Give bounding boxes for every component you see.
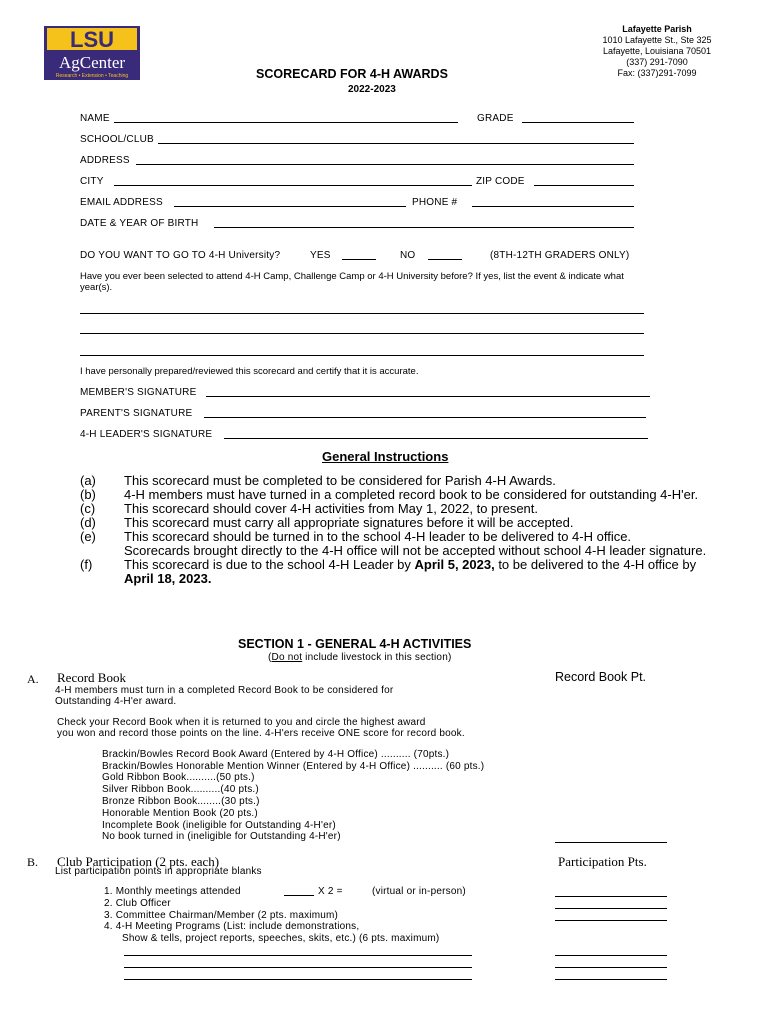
instruction-item: (b) 4-H members must have turned in a completed record book to be considered for outstanding 4-H'er. bbox=[80, 487, 699, 502]
address-field[interactable] bbox=[136, 164, 634, 165]
times-two-label: X 2 = bbox=[318, 886, 343, 897]
section-a-title: Record Book bbox=[57, 670, 126, 685]
certify-statement: I have personally prepared/reviewed this scorecard and certify that it is accurate. bbox=[80, 366, 419, 377]
committee-points-field[interactable] bbox=[555, 920, 667, 921]
programs-line-3[interactable] bbox=[124, 979, 472, 980]
dob-label: DATE & YEAR OF BIRTH bbox=[80, 218, 199, 229]
section-a-points-label: Record Book Pt. bbox=[555, 670, 647, 684]
section-b-title: Club Participation (2 pts. each) bbox=[57, 854, 220, 869]
officer-points-field[interactable] bbox=[555, 908, 667, 909]
no-label: NO bbox=[400, 250, 416, 261]
section1-title: SECTION 1 - GENERAL 4-H ACTIVITIES bbox=[238, 637, 472, 651]
zip-field[interactable] bbox=[534, 185, 634, 186]
section-b-points-label: Participation Pts. bbox=[558, 854, 647, 869]
camp-line-2[interactable] bbox=[80, 333, 644, 334]
virtual-note: (virtual or in-person) bbox=[372, 886, 466, 897]
award-option[interactable]: Brackin/Bowles Record Book Award (Entered by 4-H Office) .......... (70pts.) bbox=[102, 749, 450, 760]
office-address bbox=[572, 24, 742, 79]
email-label: EMAIL ADDRESS bbox=[80, 197, 163, 208]
participation-item-cont: Show & tells, project reports, speeches, skits, etc.) (6 pts. maximum) bbox=[122, 933, 440, 944]
dob-field[interactable] bbox=[214, 227, 634, 228]
logo-tag-text: Research • Extension • Teaching bbox=[55, 73, 129, 79]
university-question: DO YOU WANT TO GO TO 4-H University? bbox=[80, 250, 281, 261]
member-signature-label: MEMBER'S SIGNATURE bbox=[80, 387, 197, 398]
award-option[interactable]: No book turned in (ineligible for Outstanding 4-H'er) bbox=[102, 831, 341, 842]
instruction-item: (c) This scorecard should cover 4-H activities from May 1, 2022, to present. bbox=[80, 501, 539, 516]
leader-signature-label: 4-H LEADER'S SIGNATURE bbox=[80, 429, 213, 440]
office-name: Lafayette Parish bbox=[622, 24, 692, 34]
no-field[interactable] bbox=[428, 259, 462, 260]
camp-line-1[interactable] bbox=[80, 313, 644, 314]
phone-field[interactable] bbox=[472, 206, 634, 207]
camp-line-3[interactable] bbox=[80, 355, 644, 356]
programs-points-field-2[interactable] bbox=[555, 967, 667, 968]
logo-main-text: AgCenter bbox=[58, 53, 126, 72]
address-line-2: Lafayette, Louisiana 70501 bbox=[602, 46, 712, 56]
instruction-item: (e) This scorecard should be turned in to the school 4-H leader to be delivered to 4-H office. bbox=[80, 529, 632, 544]
award-option[interactable]: Honorable Mention Book (20 pts.) bbox=[102, 808, 258, 819]
school-label: SCHOOL/CLUB bbox=[80, 134, 154, 145]
award-option[interactable]: Gold Ribbon Book..........(50 pts.) bbox=[102, 772, 255, 783]
award-option[interactable]: Incomplete Book (ineligible for Outstanding 4-H'er) bbox=[102, 820, 336, 831]
instruction-item: Scorecards brought directly to the 4-H office will not be accepted without school 4-H leader signature. bbox=[124, 543, 707, 558]
programs-line-2[interactable] bbox=[124, 967, 472, 968]
section-a-desc-3: Check your Record Book when it is returned to you and circle the highest award bbox=[57, 717, 426, 728]
name-field[interactable] bbox=[114, 122, 458, 123]
instructions-list bbox=[80, 474, 720, 586]
zip-label: ZIP CODE bbox=[476, 176, 525, 187]
email-field[interactable] bbox=[174, 206, 406, 207]
participation-item: 1. Monthly meetings attended bbox=[104, 886, 241, 897]
parent-signature-label: PARENT'S SIGNATURE bbox=[80, 408, 193, 419]
programs-points-field-3[interactable] bbox=[555, 979, 667, 980]
meetings-count-field[interactable] bbox=[284, 895, 314, 896]
city-label: CITY bbox=[80, 176, 104, 187]
grade-field[interactable] bbox=[522, 122, 634, 123]
camp-question-cont: year(s). bbox=[80, 282, 113, 293]
parent-signature-field[interactable] bbox=[204, 417, 646, 418]
page-title: SCORECARD FOR 4-H AWARDS bbox=[256, 67, 448, 81]
instruction-item-f: (f) This scorecard is due to the school 4-H Leader by April 5, 2023, to be delivered to the 4-H office by April 18, 2023. bbox=[80, 557, 697, 586]
phone-label: PHONE # bbox=[412, 197, 458, 208]
section1-subtitle: (Do not include livestock in this section) bbox=[268, 652, 452, 663]
grades-only-note: (8TH-12TH GRADERS ONLY) bbox=[490, 250, 630, 261]
address-label: ADDRESS bbox=[80, 155, 130, 166]
page-year: 2022-2023 bbox=[348, 84, 396, 95]
office-phone: (337) 291-7090 bbox=[626, 57, 688, 67]
instruction-item: (d) This scorecard must carry all appropriate signatures before it will be accepted. bbox=[80, 515, 574, 530]
instructions-heading: General Instructions bbox=[322, 449, 449, 464]
instruction-item: (a) This scorecard must be completed to be considered for Parish 4-H Awards. bbox=[80, 473, 556, 488]
section-b-desc: List participation points in appropriate blanks bbox=[55, 866, 262, 877]
section-b-key: B. bbox=[27, 855, 39, 869]
camp-question: Have you ever been selected to attend 4-H Camp, Challenge Camp or 4-H University before? If yes, list the event & indicate what bbox=[80, 271, 624, 282]
participation-item: 4. 4-H Meeting Programs (List: include demonstrations, bbox=[104, 921, 360, 932]
award-option[interactable]: Silver Ribbon Book..........(40 pts.) bbox=[102, 784, 259, 795]
participation-item: 3. Committee Chairman/Member (2 pts. maximum) bbox=[104, 910, 339, 921]
grade-label: GRADE bbox=[477, 113, 514, 124]
section-a-desc-1: 4-H members must turn in a completed Record Book to be considered for bbox=[55, 685, 394, 696]
participation-item: 2. Club Officer bbox=[104, 898, 171, 909]
member-signature-field[interactable] bbox=[206, 396, 650, 397]
programs-points-field-1[interactable] bbox=[555, 955, 667, 956]
section-a-desc-2: Outstanding 4-H'er award. bbox=[55, 696, 177, 707]
meetings-points-field[interactable] bbox=[555, 896, 667, 897]
logo-top-text: LSU bbox=[70, 27, 114, 52]
school-field[interactable] bbox=[158, 143, 634, 144]
address-line-1: 1010 Lafayette St., Ste 325 bbox=[602, 35, 712, 45]
record-book-points-field[interactable] bbox=[555, 842, 667, 843]
section-a-desc-4: you won and record those points on the line. 4-H'ers receive ONE score for record book. bbox=[57, 728, 465, 739]
city-field[interactable] bbox=[114, 185, 472, 186]
office-fax: Fax: (337)291-7099 bbox=[617, 68, 697, 78]
award-option[interactable]: Bronze Ribbon Book........(30 pts.) bbox=[102, 796, 260, 807]
yes-label: YES bbox=[310, 250, 331, 261]
lsu-agcenter-logo bbox=[44, 26, 140, 80]
name-label: NAME bbox=[80, 113, 110, 124]
programs-line-1[interactable] bbox=[124, 955, 472, 956]
section-a-key: A. bbox=[27, 672, 39, 686]
award-option[interactable]: Brackin/Bowles Honorable Mention Winner (Entered by 4-H Office) .......... (60 pts.) bbox=[102, 761, 485, 772]
yes-field[interactable] bbox=[342, 259, 376, 260]
leader-signature-field[interactable] bbox=[224, 438, 648, 439]
